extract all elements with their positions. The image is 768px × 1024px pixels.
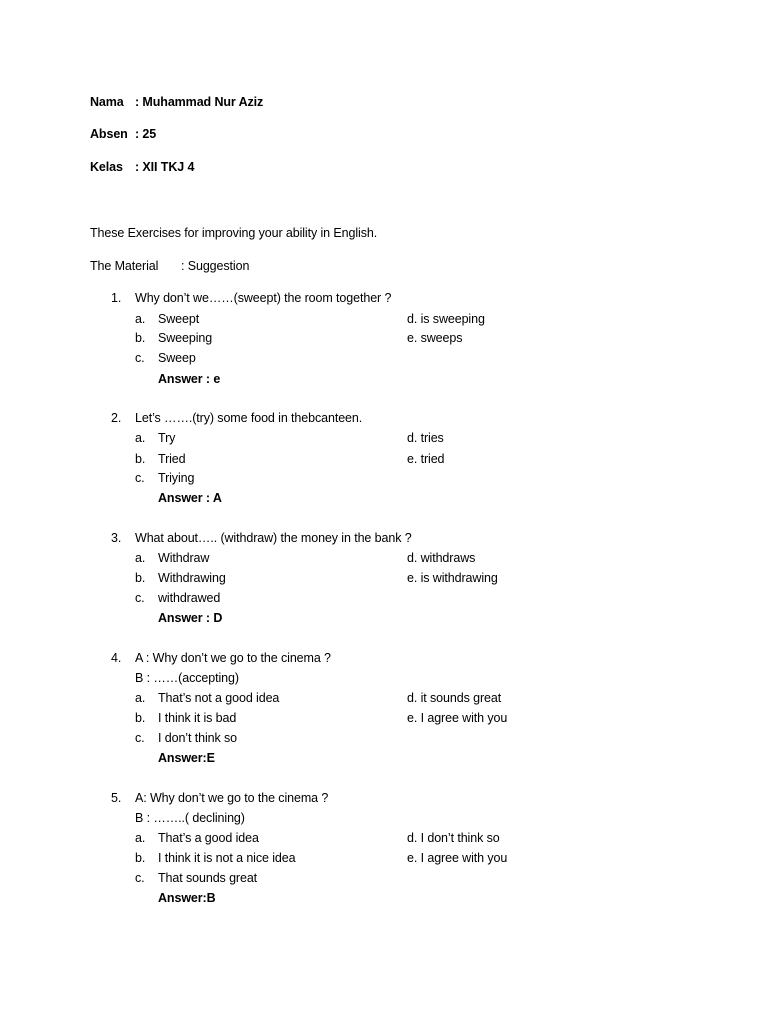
question-text: A: Why don’t we go to the cinema ?	[135, 791, 329, 805]
option-letter: a.	[135, 312, 146, 326]
option-a: Sweept	[158, 312, 200, 326]
option-d: d. it sounds great	[407, 691, 502, 705]
option-d: d. withdraws	[407, 551, 476, 565]
option-c: That sounds great	[158, 871, 258, 885]
option-e: e. is withdrawing	[407, 571, 498, 585]
option-a: That’s a good idea	[158, 831, 259, 845]
option-letter: c.	[135, 731, 145, 745]
option-a: Withdraw	[158, 551, 210, 565]
option-e: e. I agree with you	[407, 851, 508, 865]
material-value: : Suggestion	[181, 259, 250, 273]
option-letter: c.	[135, 351, 145, 365]
absen-value: : 25	[135, 127, 157, 141]
name-label: Nama	[90, 95, 124, 109]
question-number: 4.	[111, 651, 122, 665]
question-text: A : Why don’t we go to the cinema ?	[135, 651, 331, 665]
option-c: withdrawed	[158, 591, 221, 605]
option-letter: a.	[135, 691, 146, 705]
option-a: That’s not a good idea	[158, 691, 280, 705]
material-label: The Material	[90, 259, 159, 273]
option-b: I think it is not a nice idea	[158, 851, 296, 865]
answer-text: Answer : A	[158, 491, 222, 505]
question-text: Let’s …….(try) some food in thebcanteen.	[135, 411, 363, 425]
option-letter: c.	[135, 591, 145, 605]
answer-text: Answer:B	[158, 891, 216, 905]
option-c: I don’t think so	[158, 731, 238, 745]
name-value: : Muhammad Nur Aziz	[135, 95, 264, 109]
question-text-line-2: B : ……..( declining)	[135, 811, 245, 825]
option-d: d. I don’t think so	[407, 831, 500, 845]
option-letter: a.	[135, 431, 146, 445]
option-letter: a.	[135, 831, 146, 845]
option-letter: b.	[135, 571, 146, 585]
kelas-label: Kelas	[90, 160, 123, 174]
option-d: d. is sweeping	[407, 312, 485, 326]
question-number: 1.	[111, 291, 122, 305]
option-letter: a.	[135, 551, 146, 565]
option-c: Sweep	[158, 351, 196, 365]
option-b: Sweeping	[158, 331, 213, 345]
option-c: Triying	[158, 471, 195, 485]
kelas-value: : XII TKJ 4	[135, 160, 195, 174]
option-b: I think it is bad	[158, 711, 237, 725]
option-b: Withdrawing	[158, 571, 226, 585]
question-text: Why don’t we……(sweept) the room together ?	[135, 291, 392, 305]
question-number: 2.	[111, 411, 122, 425]
absen-label: Absen	[90, 127, 128, 141]
option-e: e. I agree with you	[407, 711, 508, 725]
question-number: 3.	[111, 531, 122, 545]
option-letter: c.	[135, 871, 145, 885]
option-e: e. tried	[407, 452, 445, 466]
answer-text: Answer : e	[158, 372, 221, 386]
option-e: e. sweeps	[407, 331, 463, 345]
option-d: d. tries	[407, 431, 444, 445]
option-letter: c.	[135, 471, 145, 485]
question-text: What about….. (withdraw) the money in the bank ?	[135, 531, 412, 545]
option-b: Tried	[158, 452, 186, 466]
option-letter: b.	[135, 711, 146, 725]
question-text-line-2: B : ……(accepting)	[135, 671, 239, 685]
answer-text: Answer : D	[158, 611, 223, 625]
question-number: 5.	[111, 791, 122, 805]
option-a: Try	[158, 431, 176, 445]
answer-text: Answer:E	[158, 751, 215, 765]
option-letter: b.	[135, 452, 146, 466]
option-letter: b.	[135, 331, 146, 345]
intro-text: These Exercises for improving your ability in English.	[90, 226, 378, 240]
option-letter: b.	[135, 851, 146, 865]
